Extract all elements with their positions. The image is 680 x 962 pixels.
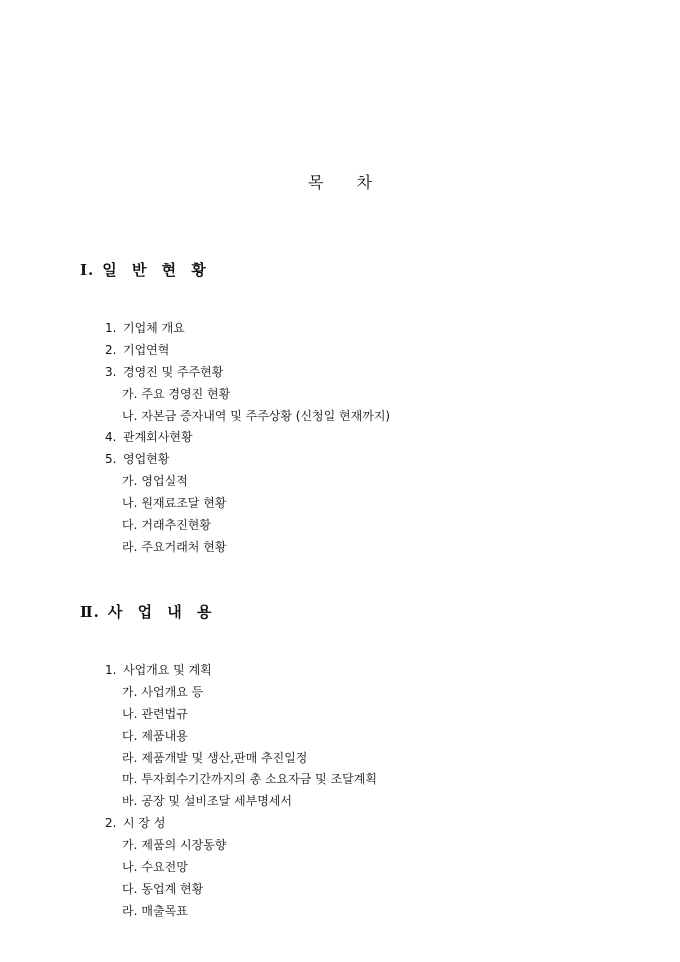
toc-entry-number: 2.: [105, 816, 117, 831]
toc-entry-number: 1.: [105, 321, 117, 335]
toc-entry-text: 제품개발 및 생산,판매 추진일정: [141, 750, 308, 765]
section-business-content: [80, 601, 377, 923]
toc-entry-number: 가.: [122, 684, 138, 699]
title-char-2: 차: [356, 173, 373, 192]
toc-entry-text: 자본금 증자내역 및 주주상황 (신청일 현재까지): [141, 408, 391, 423]
section-general-status: [80, 259, 390, 559]
toc-entry: [80, 901, 377, 923]
toc-entry: [80, 537, 390, 559]
toc-entry: [80, 726, 377, 748]
toc-entry-text: 공장 및 설비조달 세부명세서: [141, 794, 292, 809]
toc-entry-number: 나.: [122, 408, 138, 423]
toc-entry: [80, 879, 377, 901]
toc-entry-number: 가.: [122, 386, 138, 401]
toc-entry-number: 2.: [105, 342, 117, 357]
toc-entry-text: 기업체 개요: [123, 321, 185, 335]
toc-entry-text: 주요거래처 현황: [141, 539, 227, 554]
toc-entry-number: 다.: [122, 728, 138, 743]
toc-entry-number: 가.: [122, 838, 138, 853]
toc-entry-text: 제품내용: [141, 728, 188, 743]
page-title: [0, 170, 680, 193]
toc-entry: [80, 340, 390, 362]
toc-entry-number: 5.: [105, 452, 117, 467]
toc-entry-text: 제품의 시장동향: [141, 838, 227, 853]
title-char-1: 목: [307, 173, 324, 192]
toc-entry: [80, 660, 377, 682]
toc-entry-text: 원재료조달 현황: [141, 496, 227, 511]
toc-entry: [80, 704, 377, 726]
toc-entry: [80, 449, 390, 471]
toc-entry-number: 3.: [105, 364, 117, 379]
toc-entry: [80, 384, 390, 406]
toc-list: [80, 660, 377, 923]
toc-entry-text: 동업계 현황: [141, 881, 204, 896]
toc-entry-number: 나.: [122, 706, 138, 721]
toc-entry: [80, 835, 377, 857]
toc-entry-number: 라.: [122, 903, 138, 918]
toc-entry-number: 라.: [122, 750, 138, 765]
toc-entry-number: 나.: [122, 860, 138, 875]
toc-list: [80, 318, 390, 559]
toc-entry-number: 다.: [122, 518, 138, 533]
toc-entry-text: 투자회수기간까지의 총 소요자금 및 조달계획: [141, 772, 377, 787]
toc-entry-text: 시 장 성: [123, 816, 166, 831]
toc-entry: [80, 318, 390, 340]
toc-entry: [80, 682, 377, 704]
toc-entry-text: 관계회사현황: [123, 430, 193, 445]
toc-entry: [80, 748, 377, 770]
section-heading: [80, 259, 390, 281]
section-heading: [80, 601, 377, 623]
section-number: Ⅱ.: [80, 603, 100, 621]
toc-entry-number: 마.: [122, 772, 138, 787]
toc-entry-text: 거래추진현황: [141, 518, 211, 533]
toc-entry: [80, 857, 377, 879]
toc-entry-number: 라.: [122, 539, 138, 554]
toc-entry-text: 경영진 및 주주현황: [123, 364, 224, 379]
toc-entry: [80, 427, 390, 449]
toc-entry-number: 1.: [105, 663, 117, 677]
toc-entry-text: 영업현황: [123, 452, 170, 467]
toc-entry-text: 사업개요 및 계획: [123, 663, 212, 677]
toc-entry: [80, 406, 390, 428]
toc-entry-number: 다.: [122, 881, 138, 896]
toc-entry-text: 기업연혁: [123, 342, 170, 357]
toc-entry-number: 나.: [122, 496, 138, 511]
toc-entry: [80, 362, 390, 384]
section-number: Ⅰ.: [80, 261, 95, 279]
toc-entry-number: 바.: [122, 794, 138, 809]
toc-entry: [80, 769, 377, 791]
toc-entry-text: 수요전망: [141, 860, 188, 875]
toc-entry-text: 관련법규: [141, 706, 188, 721]
toc-entry: [80, 493, 390, 515]
toc-entry-number: 가.: [122, 474, 138, 489]
toc-entry-text: 사업개요 등: [141, 684, 204, 699]
toc-entry: [80, 791, 377, 813]
toc-entry-text: 주요 경영진 현황: [141, 386, 231, 401]
toc-entry: [80, 813, 377, 835]
toc-entry-number: 4.: [105, 430, 117, 445]
section-title: 사 업 내 용: [107, 603, 213, 621]
toc-entry-text: 영업실적: [141, 474, 188, 489]
toc-entry: [80, 471, 390, 493]
section-title: 일 반 현 황: [102, 261, 207, 279]
toc-entry-text: 매출목표: [141, 903, 188, 918]
toc-entry: [80, 515, 390, 537]
